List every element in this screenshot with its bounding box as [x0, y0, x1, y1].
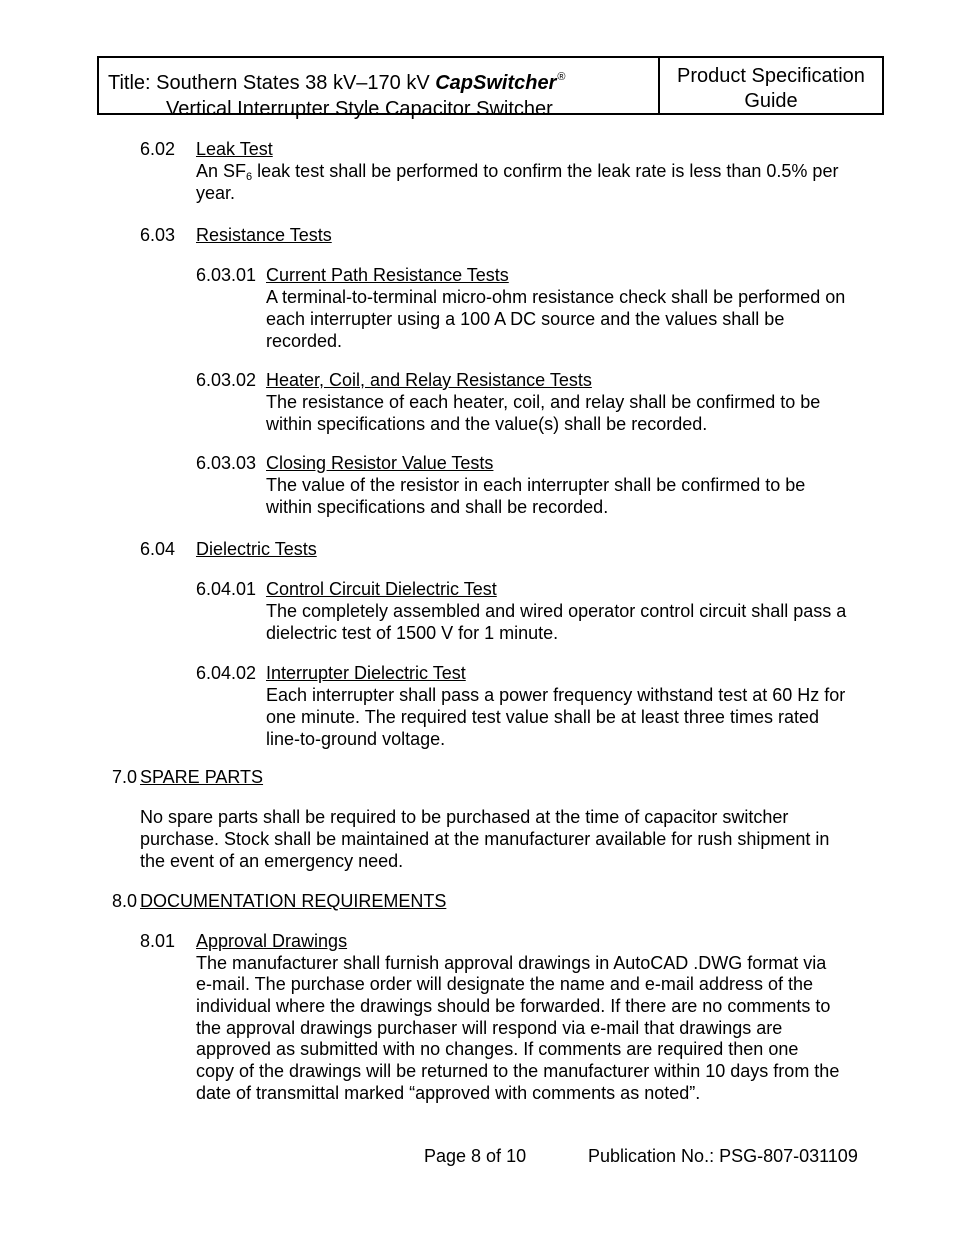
- section-heading-control-circuit: Control Circuit Dielectric Test: [266, 579, 497, 599]
- body-line: within specifications and shall be recorded.: [266, 497, 609, 517]
- brand-name: CapSwitcher: [435, 72, 557, 94]
- document-header: [97, 56, 884, 120]
- title-line-1: [99, 64, 658, 96]
- body-line: The value of the resistor in each interrupter shall be confirmed to be: [266, 475, 806, 495]
- section-heading-dielectric-tests: Dielectric Tests: [196, 539, 317, 559]
- section-number-6-04-02: 6.04.02: [196, 663, 257, 683]
- section-heading-spare-parts: SPARE PARTS: [140, 767, 264, 787]
- body-line: approved as submitted with no changes. If comments are required then one: [196, 1039, 799, 1059]
- doc-type-line-2: Guide: [744, 90, 798, 112]
- body-line: within specifications and the value(s) shall be recorded.: [266, 414, 708, 434]
- text-fragment: leak test shall be performed to confirm the leak rate is less than 0.5% per: [252, 161, 839, 181]
- section-heading-closing-resistor: Closing Resistor Value Tests: [266, 453, 494, 473]
- section-number-6-04: 6.04: [140, 539, 176, 559]
- body-line: the event of an emergency need.: [140, 851, 404, 871]
- section-heading-approval-drawings: Approval Drawings: [196, 931, 348, 951]
- section-heading-documentation: DOCUMENTATION REQUIREMENTS: [140, 891, 447, 911]
- section-number-6-02: 6.02: [140, 139, 176, 159]
- section-number-6-03-01: 6.03.01: [196, 265, 257, 285]
- page-number: Page 8 of 10: [424, 1146, 527, 1166]
- section-number-6-03-03: 6.03.03: [196, 453, 257, 473]
- body-line: e-mail. The purchase order will designate the name and e-mail address of the: [196, 974, 814, 994]
- body-line: copy of the drawings will be returned to the manufacturer within 10 days from the: [196, 1061, 840, 1081]
- section-heading-leak-test: Leak Test: [196, 139, 273, 159]
- body-line: Each interrupter shall pass a power frequency withstand test at 60 Hz for: [266, 685, 846, 705]
- text-fragment: An SF: [196, 161, 247, 181]
- body-line: the approval drawings purchaser will respond via e-mail that drawings are: [196, 1018, 783, 1038]
- section-heading-interrupter-dielectric: Interrupter Dielectric Test: [266, 663, 466, 683]
- body-line: year.: [196, 183, 236, 203]
- body-line: recorded.: [266, 331, 343, 351]
- title-prefix: Title: Southern States 38 kV–170 kV: [108, 72, 436, 94]
- body-line: one minute. The required test value shall be at least three times rated: [266, 707, 819, 727]
- section-number-6-04-01: 6.04.01: [196, 579, 257, 599]
- registered-mark: ®: [557, 71, 566, 83]
- subscript-6: 6: [246, 171, 253, 183]
- section-heading-current-path: Current Path Resistance Tests: [266, 265, 509, 285]
- section-number-6-03-02: 6.03.02: [196, 370, 257, 390]
- section-number-8-0: 8.0: [112, 891, 138, 911]
- body-line: The manufacturer shall furnish approval drawings in AutoCAD .DWG format via: [196, 953, 827, 973]
- section-heading-heater-coil-relay: Heater, Coil, and Relay Resistance Tests: [266, 370, 592, 390]
- title-line-2: Vertical Interrupter Style Capacitor Switcher: [166, 98, 553, 120]
- body-line: purchase. Stock shall be maintained at the manufacturer available for rush shipment in: [140, 829, 830, 849]
- publication-number: Publication No.: PSG-807-031109: [588, 1146, 858, 1166]
- section-heading-resistance-tests: Resistance Tests: [196, 225, 332, 245]
- doc-type-line-1: Product Specification: [677, 65, 865, 87]
- body-line: line-to-ground voltage.: [266, 729, 446, 749]
- section-number-7-0: 7.0: [112, 767, 138, 787]
- body-line: [196, 160, 838, 182]
- body-line: The completely assembled and wired operator control circuit shall pass a: [266, 601, 847, 621]
- body-line: No spare parts shall be required to be purchased at the time of capacitor switcher: [140, 807, 789, 827]
- header-title-cell: [99, 58, 660, 120]
- body-line: The resistance of each heater, coil, and relay shall be confirmed to be: [266, 392, 821, 412]
- section-number-6-03: 6.03: [140, 225, 176, 245]
- body-line: dielectric test of 1500 V for 1 minute.: [266, 623, 559, 643]
- body-line: individual where the drawings should be forwarded. If there are no comments to: [196, 996, 831, 1016]
- section-number-8-01: 8.01: [140, 931, 176, 951]
- header-doc-type-cell: [660, 58, 882, 113]
- body-line: each interrupter using a 100 A DC source and the values shall be: [266, 309, 785, 329]
- body-line: A terminal-to-terminal micro-ohm resistance check shall be performed on: [266, 287, 846, 307]
- body-line: date of transmittal marked “approved with comments as noted”.: [196, 1083, 701, 1103]
